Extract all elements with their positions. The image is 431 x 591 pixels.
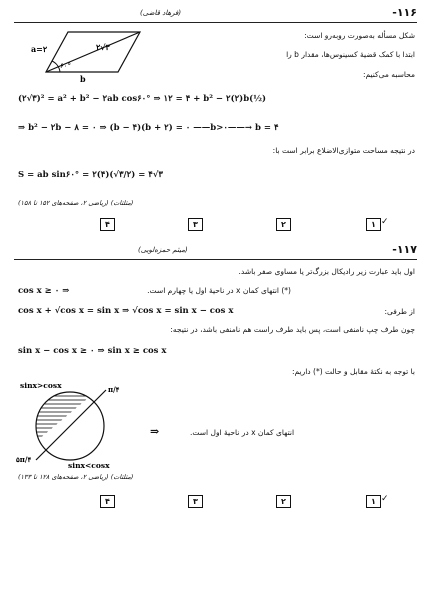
label-sin-lt-cos: sinx<cosx — [68, 461, 110, 470]
side-b-label: b — [80, 74, 86, 84]
question-117-conclusion: انتهای کمان x در ناحیهٔ اول است. — [190, 428, 295, 437]
q117-option-3[interactable]: ۳ — [188, 495, 203, 508]
label-pi-4: π/۴ — [108, 385, 120, 394]
question-117-line1: اول باید عبارت زیر رادیکال بزرگ‌تر یا مساوی صفر باشد. — [238, 267, 415, 276]
q117-option-1[interactable]: ۱ — [366, 495, 381, 508]
question-116-line2: ابتدا با کمک قضیهٔ کسینوس‌ها، مقدار b را — [286, 50, 415, 59]
q117-option-4[interactable]: ۴ — [100, 495, 115, 508]
question-116-equation-2: ⇒ b² − ۲b − ۸ = ۰ ⇒ (b − ۴)(b + ۲) = ۰ ——b>۰——→ b = ۴ — [18, 123, 279, 133]
question-116-author: (فرهاد قاضی) — [140, 9, 182, 17]
question-117-line3: با توجه به نکتهٔ مقابل و حالت (*) داریم: — [292, 367, 415, 376]
side-a-label: a=۲ — [31, 44, 48, 54]
q116-option-3[interactable]: ۳ — [188, 218, 203, 231]
question-116-line4: در نتیجه مساحت متوازی‌الاضلاع برابر است با: — [272, 146, 415, 155]
question-117-author: (میثم حمزه‌لویی) — [138, 246, 188, 254]
trig-circle-figure — [14, 378, 134, 470]
question-117-divider — [14, 259, 417, 260]
angle-arc — [52, 61, 60, 72]
question-117-source: (مثلثات) (ریاضی ۲، صفحه‌های ۱۲۸ تا ۱۳۳) — [18, 473, 134, 481]
question-116-equation-1: (۲√۳)² = a² + b² − ۲ab cos۶۰° ⇒ ۱۲ = ۴ + b² − ۲(۲)b(½) — [18, 94, 267, 104]
implies-arrow: ⇒ — [150, 425, 160, 438]
angle-label: ۶۰° — [60, 62, 72, 70]
question-117-line2: چون طرف چپ نامنفی است، پس باید طرف راست هم نامنفی باشد، در نتیجه: — [170, 325, 415, 334]
question-117-text2: از طرفی: — [384, 307, 415, 316]
question-116-source: (مثلثات) (ریاضی ۲، صفحه‌های ۱۵۲ تا ۱۵۸) — [18, 199, 134, 207]
q116-option-1[interactable]: ۱ — [366, 218, 381, 231]
question-117-equation-3: sin x − cos x ≥ ۰ ⇒ sin x ≥ cos x — [18, 346, 167, 356]
question-117-equation-2: cos x + √cos x = sin x ⇒ √cos x = sin x − cos x — [18, 306, 234, 316]
diagonal-label: ۲√۳ — [96, 42, 110, 52]
question-117-equation-1: cos x ≥ ۰ ⇒ — [18, 286, 70, 296]
label-5pi-4: ۵π/۴ — [16, 455, 32, 464]
question-116-equation-3: S = ab sin۶۰° = ۲(۴)(√۳/۲) = ۴√۳ — [18, 170, 164, 180]
q116-option-2[interactable]: ۲ — [276, 218, 291, 231]
question-117-text1: (*) انتهای کمان x در ناحیهٔ اول یا چهارم است. — [147, 286, 291, 295]
check-icon: ✓ — [381, 494, 389, 504]
question-117-number: -۱۱۷ — [392, 243, 417, 256]
q117-option-2[interactable]: ۲ — [276, 495, 291, 508]
question-116-number: -۱۱۶ — [392, 6, 417, 19]
question-116-line1: شکل مسأله به‌صورت روبه‌رو است: — [304, 31, 415, 40]
q116-option-4[interactable]: ۴ — [100, 218, 115, 231]
check-icon: ✓ — [381, 217, 389, 227]
question-116-divider — [14, 22, 417, 23]
label-sin-gt-cos: sinx>cosx — [20, 381, 62, 390]
parallelogram-figure — [30, 28, 150, 84]
question-116-line3: محاسبه می‌کنیم: — [363, 70, 415, 79]
